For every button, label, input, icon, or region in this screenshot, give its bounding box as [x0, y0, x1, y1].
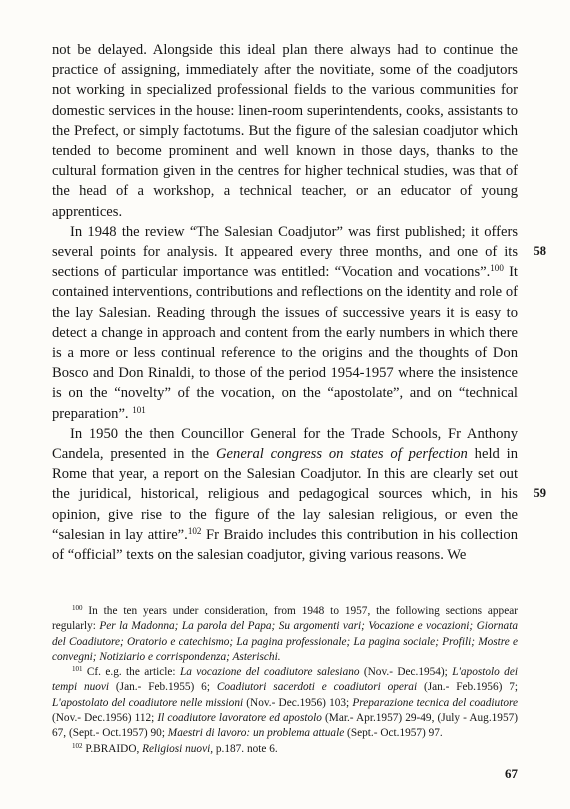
footnote-101-italic-1: La vocazione del coadiutore salesiano: [179, 666, 360, 679]
footnote-101-text-a: Cf. e.g. the article:: [82, 666, 180, 679]
footnote-100: [52, 604, 518, 665]
margin-number-58: 58: [533, 244, 546, 258]
footnotes: [52, 604, 518, 757]
paragraph-3-text-a: In 1950 the then Councillor General for the Trade Schools, Fr Anthony Candela, presented in the: [52, 425, 518, 463]
paragraph-2: [52, 222, 518, 424]
footnote-102-text-b: p.187. note 6.: [213, 742, 278, 755]
footnote-101: [52, 665, 518, 741]
footnote-102: [52, 742, 518, 757]
footnote-101-text-c: (Jan.- Feb.1955) 6;: [109, 681, 217, 694]
footnote-102-text-a: P.BRAIDO,: [82, 742, 143, 755]
footnote-101-text-b: (Nov.- Dec.1954);: [359, 666, 453, 679]
paragraph-3-text-b: held in Rome that year, a report on the Salesian Coadjutor. In this are clearly set out the juridical, historical, religious and pedagogical sources which, in his opinion, give rise to the figure of the lay salesian religious, or even the “salesian in lay attire”.: [52, 446, 519, 543]
footnote-ref-101: 101: [132, 404, 146, 415]
footnote-101-text-f: (Nov.- Dec.1956) 112;: [52, 712, 158, 725]
footnote-102-number: 102: [72, 741, 83, 750]
footnote-101-number: 101: [72, 665, 83, 674]
footnote-101-italic-5: Preparazione tecnica del coadiutore: [352, 696, 518, 709]
footnote-ref-102: 102: [187, 525, 202, 536]
paragraph-3: [52, 424, 518, 565]
footnote-101-text-e: (Nov.- Dec.1956) 103;: [243, 696, 353, 709]
body-text: [52, 40, 518, 565]
footnote-101-italic-2: L'apostolo dei tempi nuovi: [52, 666, 518, 694]
margin-number-59: 59: [533, 486, 546, 500]
footnote-101-italic-7: Maestri di lavoro: un problema attuale: [167, 727, 345, 740]
footnote-ref-100: 100: [490, 263, 504, 274]
page-number: 67: [505, 766, 518, 781]
footnote-101-italic-6: Il coadiutore lavoratore ed apostolo: [157, 712, 322, 725]
paragraph-3-italic-title: General congress on states of perfection: [216, 446, 468, 463]
footnote-100-number: 100: [72, 604, 83, 613]
footnote-101-text-d: (Jan.- Feb.1956) 7;: [417, 681, 518, 694]
footnote-101-text-g: (Mar.- Apr.1957) 29-49, (July - Aug.1957) 67, (Sept.- Oct.1957) 90;: [52, 712, 518, 740]
paragraph-2-text-a: In 1948 the review “The Salesian Coadjutor” was first published; it offers several points for analysis. It appeared every three months, and one of its sections of particular importance was entitled: “Vocation and vocations”.: [52, 223, 518, 281]
paragraph-2-text-b: It contained interventions, contributions and reflections on the identity and role of the lay Salesian. Reading through the issues of successive years it is easy to detect a change in approach and content from the early numbers in which there is a more or less continual reference to the origins and the thoughts of Don Bosco and Don Rinaldi, to those of the period 1954-1957 where the insistence is on the “novelty” of the vocation, on the “apostolate”, and on “technical preparation”.: [52, 264, 518, 422]
footnote-101-text-h: (Sept.- Oct.1957) 97.: [344, 727, 443, 740]
footnote-102-italic: Religiosi nuovi,: [142, 742, 214, 755]
footnote-101-italic-4: L'apostolato del coadiutore nelle missioni: [52, 696, 244, 709]
footnote-100-text: In the ten years under consideration, from 1948 to 1957, the following sections appear regularly:: [52, 605, 518, 633]
paragraph-3-text-c: Fr Braido includes this contribution in his collection of “official” texts on the salesian coadjutor, giving various reasons. We: [52, 526, 518, 564]
paragraph-1: not be delayed. Alongside this ideal plan there always had to continue the practice of assigning, immediately after the novitiate, some of the coadjutors not working in specialized professional fields to the various communities for domestic services in the house: linen-room superintendents, cooks, assistants to the Prefect, or simply factotums. But the figure of the salesian coadjutor which tended to become prominent and well known in those days, thanks to the cultural formation given in the centres for higher technical studies, was that of the head of a workshop, a technical teacher, or an educator of young apprentices.: [52, 42, 518, 220]
footnote-100-italic: Per la Madonna; La parola del Papa; Su argomenti vari; Vocazione e vocazioni; Giornata del Coadiutore; Oratorio e catechismo; La pagina professionale; La pagina sociale; Profili; Mostre e convegni; Notiziario e corrispondenza; Asterischi.: [52, 620, 518, 663]
footnote-101-italic-3: Coadiutori sacerdoti e coadiutori operai: [216, 681, 418, 694]
